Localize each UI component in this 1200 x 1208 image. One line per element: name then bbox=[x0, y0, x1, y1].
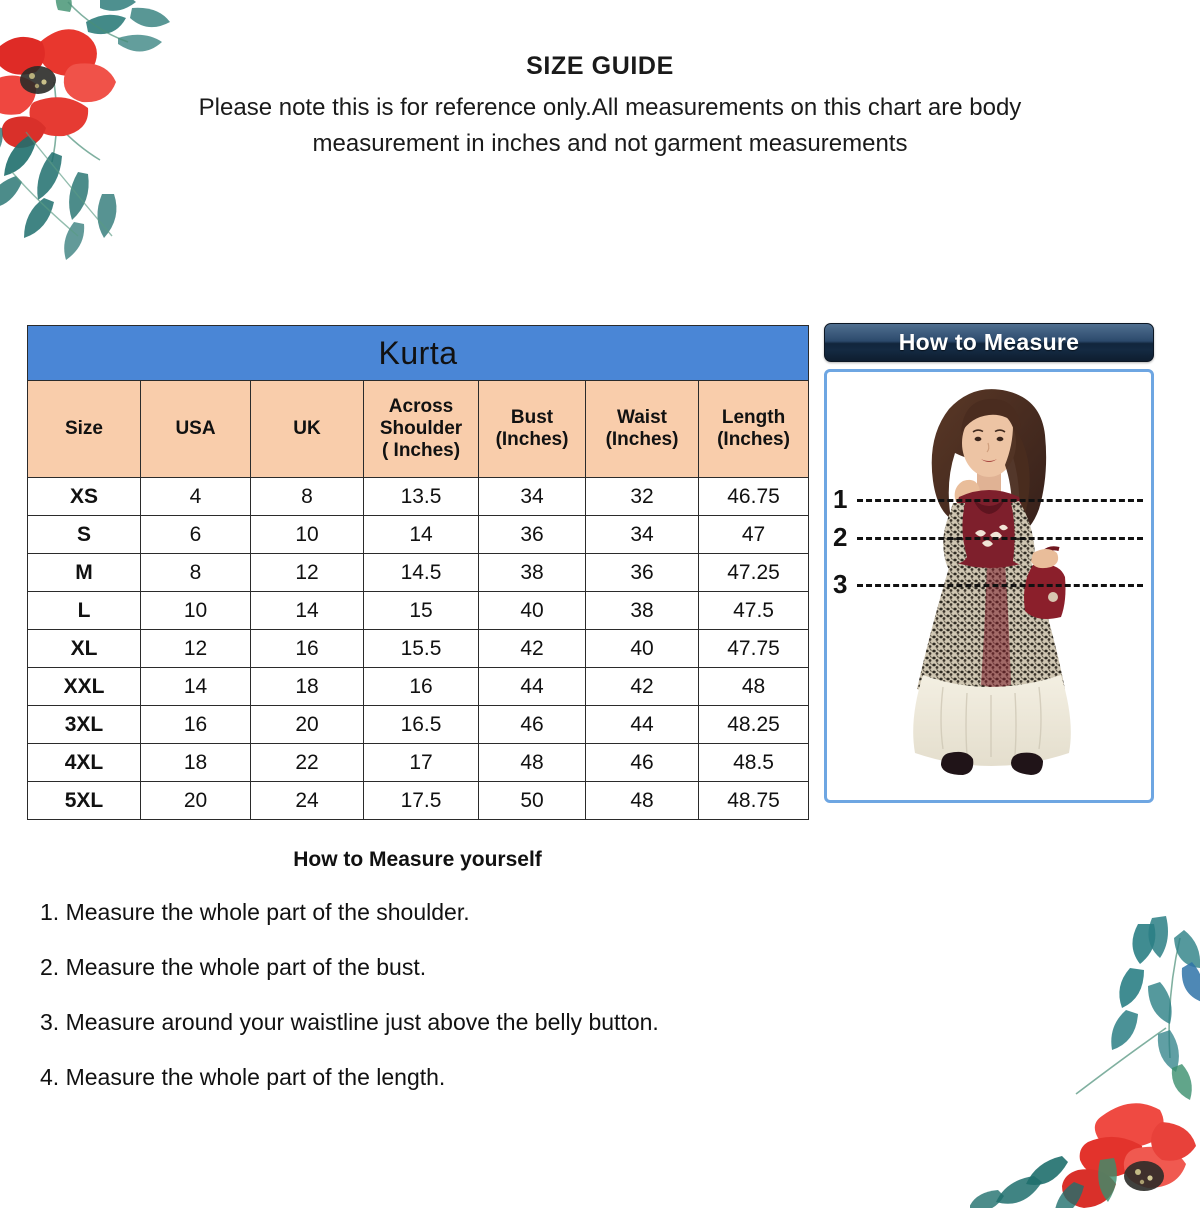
model-image-frame bbox=[824, 369, 1154, 803]
cell-across-shoulder: 14 bbox=[364, 516, 479, 554]
column-header-uk bbox=[251, 381, 364, 478]
cell-uk: 8 bbox=[251, 478, 364, 516]
column-header-length-line1: Length bbox=[721, 407, 786, 428]
cell-uk: 16 bbox=[251, 630, 364, 668]
reference-note: Please note this is for reference only.All measurements on this chart are body measurement in inches and not garment measurements bbox=[198, 94, 1022, 157]
cell-across-shoulder: 17 bbox=[364, 744, 479, 782]
cell-across-shoulder: 17.5 bbox=[364, 782, 479, 820]
cell-waist: 44 bbox=[586, 706, 699, 744]
table-row bbox=[28, 554, 809, 592]
model-inner-skirt bbox=[913, 675, 1071, 766]
instructions-list bbox=[40, 898, 840, 1118]
column-header-across-shoulder bbox=[364, 381, 479, 478]
cell-bust: 40 bbox=[479, 592, 586, 630]
measure-line-shoulder bbox=[857, 499, 1143, 502]
cell-bust: 50 bbox=[479, 782, 586, 820]
instruction-item: 4. Measure the whole part of the length. bbox=[40, 1064, 446, 1090]
stem-lines bbox=[42, 2, 128, 162]
poppy-flower-br bbox=[1062, 1103, 1196, 1208]
cell-across-shoulder: 16 bbox=[364, 668, 479, 706]
column-header-size-line1: Size bbox=[64, 418, 104, 439]
cell-waist: 34 bbox=[586, 516, 699, 554]
column-header-bust-line1: Bust bbox=[510, 407, 554, 428]
cell-length: 48.75 bbox=[699, 782, 809, 820]
cell-length: 47.25 bbox=[699, 554, 809, 592]
table-row bbox=[28, 782, 809, 820]
size-chart-table bbox=[27, 325, 809, 820]
table-row bbox=[28, 668, 809, 706]
cell-across-shoulder: 13.5 bbox=[364, 478, 479, 516]
cell-bust: 38 bbox=[479, 554, 586, 592]
cell-waist: 42 bbox=[586, 668, 699, 706]
cell-length: 48.25 bbox=[699, 706, 809, 744]
measure-line-bust bbox=[857, 537, 1143, 540]
cell-bust: 34 bbox=[479, 478, 586, 516]
cell-waist: 40 bbox=[586, 630, 699, 668]
cell-waist: 38 bbox=[586, 592, 699, 630]
table-row bbox=[28, 592, 809, 630]
cell-length: 47.75 bbox=[699, 630, 809, 668]
cell-bust: 48 bbox=[479, 744, 586, 782]
cell-length: 47.5 bbox=[699, 592, 809, 630]
page-title: SIZE GUIDE bbox=[526, 52, 674, 80]
cell-uk: 22 bbox=[251, 744, 364, 782]
column-header-waist-line2: (Inches) bbox=[605, 429, 679, 450]
table-header-row bbox=[28, 381, 809, 478]
measure-marker-2: 2 bbox=[833, 522, 848, 552]
column-header-uk-line1: UK bbox=[293, 418, 321, 439]
leaf-cluster-lower bbox=[0, 126, 116, 260]
leaf-cluster-upper bbox=[56, 0, 170, 52]
cell-bust: 36 bbox=[479, 516, 586, 554]
cell-usa: 18 bbox=[141, 744, 251, 782]
cell-size: 3XL bbox=[28, 706, 141, 744]
table-row bbox=[28, 706, 809, 744]
how-to-measure-title: How to Measure bbox=[898, 329, 1080, 355]
cell-waist: 48 bbox=[586, 782, 699, 820]
column-header-length-line2: (Inches) bbox=[717, 429, 790, 450]
column-header-shoulder-line3: ( Inches) bbox=[381, 440, 461, 461]
cell-across-shoulder: 16.5 bbox=[364, 706, 479, 744]
cell-uk: 18 bbox=[251, 668, 364, 706]
cell-bust: 42 bbox=[479, 630, 586, 668]
cell-size: 5XL bbox=[28, 782, 141, 820]
cell-size: XL bbox=[28, 630, 141, 668]
table-row bbox=[28, 744, 809, 782]
cell-uk: 24 bbox=[251, 782, 364, 820]
model-shoe-right bbox=[1011, 753, 1043, 775]
cell-length: 47 bbox=[699, 516, 809, 554]
cell-across-shoulder: 15.5 bbox=[364, 630, 479, 668]
cell-uk: 20 bbox=[251, 706, 364, 744]
model-handbag-clasp bbox=[1048, 592, 1058, 602]
column-header-size bbox=[28, 381, 141, 478]
measure-marker-3: 3 bbox=[833, 569, 848, 599]
poppy-flower-main bbox=[0, 29, 116, 148]
column-header-bust bbox=[479, 381, 586, 478]
leaf-cluster-br-lower bbox=[970, 1156, 1117, 1208]
garment-type-banner: Kurta bbox=[28, 326, 809, 381]
cell-waist: 46 bbox=[586, 744, 699, 782]
cell-usa: 14 bbox=[141, 668, 251, 706]
cell-length: 48 bbox=[699, 668, 809, 706]
column-header-usa bbox=[141, 381, 251, 478]
table-row bbox=[28, 478, 809, 516]
model-hand-bag bbox=[1031, 549, 1058, 568]
cell-size: L bbox=[28, 592, 141, 630]
instruction-item: 2. Measure the whole part of the bust. bbox=[40, 954, 427, 980]
cell-length: 46.75 bbox=[699, 478, 809, 516]
cell-size: XXL bbox=[28, 668, 141, 706]
table-row bbox=[28, 630, 809, 668]
floral-decoration-bottom-right bbox=[970, 908, 1200, 1208]
cell-across-shoulder: 14.5 bbox=[364, 554, 479, 592]
cell-bust: 46 bbox=[479, 706, 586, 744]
cell-size: M bbox=[28, 554, 141, 592]
cell-usa: 6 bbox=[141, 516, 251, 554]
cell-usa: 20 bbox=[141, 782, 251, 820]
column-header-shoulder-line2: Shoulder bbox=[379, 418, 463, 439]
how-to-measure-panel bbox=[824, 323, 1154, 803]
measure-marker-1: 1 bbox=[833, 484, 848, 514]
cell-usa: 8 bbox=[141, 554, 251, 592]
cell-uk: 14 bbox=[251, 592, 364, 630]
measure-line-waist bbox=[857, 584, 1143, 587]
instructions-heading: How to Measure yourself bbox=[293, 848, 542, 871]
instruction-item: 3. Measure around your waistline just above the belly button. bbox=[40, 1009, 659, 1035]
table-banner-row bbox=[28, 326, 809, 381]
column-header-shoulder-line1: Across bbox=[388, 396, 454, 417]
stem-lines-br bbox=[1076, 938, 1180, 1094]
column-header-waist-line1: Waist bbox=[617, 407, 667, 428]
cell-across-shoulder: 15 bbox=[364, 592, 479, 630]
instruction-item: 1. Measure the whole part of the shoulder. bbox=[40, 899, 470, 925]
cell-size: XS bbox=[28, 478, 141, 516]
size-chart-container bbox=[27, 325, 808, 820]
cell-usa: 10 bbox=[141, 592, 251, 630]
column-header-bust-line2: (Inches) bbox=[495, 429, 569, 450]
cell-length: 48.5 bbox=[699, 744, 809, 782]
cell-usa: 16 bbox=[141, 706, 251, 744]
cell-waist: 36 bbox=[586, 554, 699, 592]
cell-bust: 44 bbox=[479, 668, 586, 706]
size-chart-body bbox=[28, 478, 809, 820]
cell-waist: 32 bbox=[586, 478, 699, 516]
stem-lines-lower bbox=[12, 132, 112, 236]
cell-usa: 12 bbox=[141, 630, 251, 668]
flower-center-br bbox=[1124, 1161, 1164, 1191]
model-shoe-left bbox=[941, 752, 973, 775]
column-header-length bbox=[699, 381, 809, 478]
cell-size: S bbox=[28, 516, 141, 554]
cell-uk: 12 bbox=[251, 554, 364, 592]
how-to-measure-title-bar bbox=[824, 323, 1154, 362]
cell-usa: 4 bbox=[141, 478, 251, 516]
column-header-usa-line1: USA bbox=[175, 418, 216, 439]
leaf-cluster-br-upper bbox=[1111, 916, 1200, 1100]
model-handbag bbox=[1024, 564, 1066, 619]
cell-uk: 10 bbox=[251, 516, 364, 554]
table-row bbox=[28, 516, 809, 554]
column-header-waist bbox=[586, 381, 699, 478]
cell-size: 4XL bbox=[28, 744, 141, 782]
